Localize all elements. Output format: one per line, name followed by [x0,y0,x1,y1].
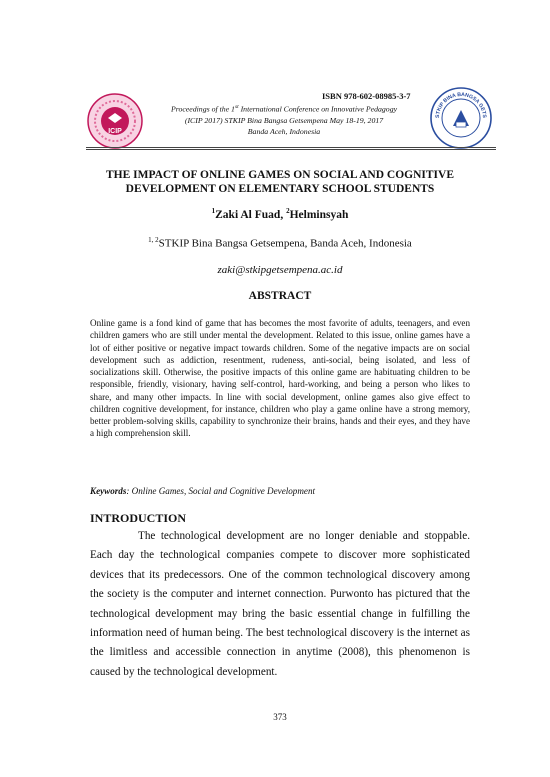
affiliation: $^{1, 2}$STKIP Bina Bangsa Getsempena, Banda Aceh, Indonesia [148,236,412,250]
icip-logo-text: ICIP [108,128,122,135]
introduction-paragraph: The technological development are no longer deniable and stoppable. Each day the technological companies compete to discover more sophisticated devices that its predecessors. One of the common technological discovery among the society is the computer and internet connection. Purwonto has pictured that the technological development may bring the basic essential change in fulfilling the information need of human being. The best technological discovery is the internet as the limitless and accessible connection in anytime (2008), this phenomenon is caused by the technological development. [90,530,470,678]
author-2: Helminsyah [289,208,349,221]
header-rule [86,149,496,150]
header-rule [86,147,496,148]
abstract-text: Online game is a fond kind of game that has becomes the most favorite of adults, teenagers, and even children gamers who are still under mental the development. Related to this issue, online games have a lot of either positive or negative impact towards children. Some of the negative impacts are on social development such as addiction, resentment, rudeness, anti-social, being isolated, and less of socializations skill. Otherwise, the positive impacts of this online game are habituating children to be responsible, friendly, visionary, having self-control, hard-working, and being a person who likes to share, and many other impacts. In line with social development, online games also give effect to children cognitive development, for instance, children who play a game online have a strong memory, better problem-solving skills, capability to synchronize their brains, hands and their eyes, and they have a high comprehension skill. [90,318,470,439]
stkip-logo [429,86,493,150]
author-email: zaki@stkipgetsempena.ac.id [217,264,343,276]
keywords: Keywords: Online Games, Social and Cognitive Development [90,486,316,496]
proceedings-info [150,102,418,137]
author-list: $^1$Zaki Al Fuad, $^2$Helminsyah [211,207,349,221]
title-line-1: THE IMPACT OF ONLINE GAMES ON SOCIAL AND COGNITIVE [105,169,455,181]
proceedings-line-2: (ICIP 2017) STKIP Bina Bangsa Getsempena May 18-19, 2017 [184,115,384,125]
icip-logo [86,92,144,150]
isbn-number: ISBN 978-602-08985-3-7 [322,91,411,101]
proceedings-line-3: Banda Aceh, Indonesia [247,126,321,136]
proceedings-line-1: Proceedings of the 1st International Conference on Innovative Pedagogy [170,104,398,114]
stkip-logo-text: STKIP BINA BANGSA GETS [434,91,488,119]
introduction-heading: INTRODUCTION [90,511,187,525]
title-line-2: DEVELOPMENT ON ELEMENTARY SCHOOL STUDENTS [125,183,435,195]
author-1: Zaki Al Fuad, [215,208,287,221]
page-number: 373 [273,712,287,722]
abstract-heading: ABSTRACT [248,290,312,302]
paper-title [70,168,490,196]
